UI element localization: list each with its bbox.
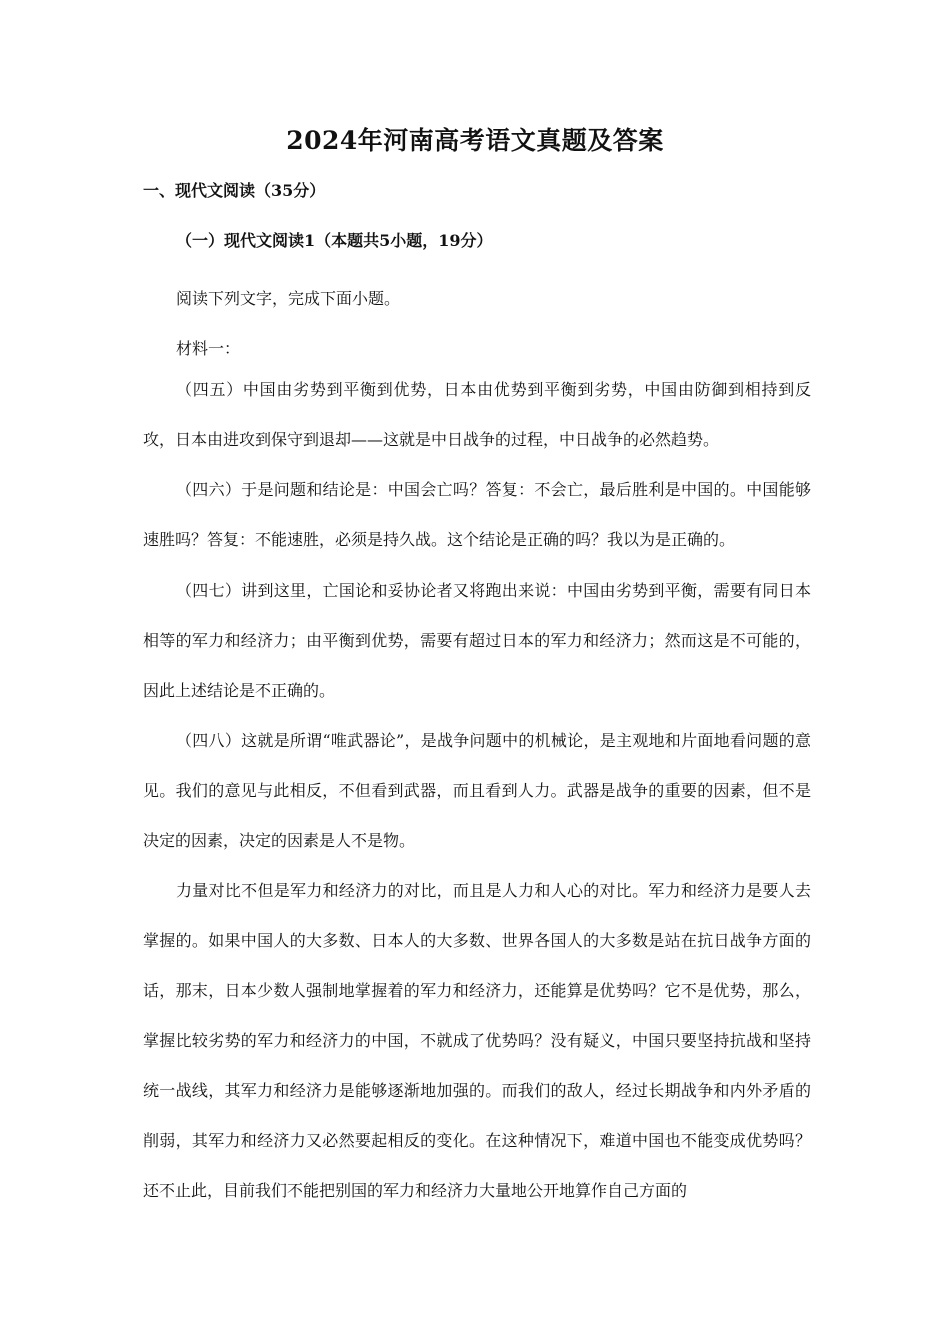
paragraph: 力量对比不但是军力和经济力的对比，而且是人力和人心的对比。军力和经济力是要人去掌握的。如果中国人的大多数、日本人的大多数、世界各国人的大多数是站在抗日战争方面的话，那末，日本少数人强制地掌握着的军力和经济力，还能算是优势吗？它不是优势，那么，掌握比较劣势的军力和经济力的中国，不就成了优势吗？没有疑义，中国只要坚持抗战和坚持统一战线，其军力和经济力是能够逐渐地加强的。而我们的敌人，经过长期战争和内外矛盾的削弱，其军力和经济力又必然要起相反的变化。在这种情况下，难道中国也不能变成优势吗？还不止此，目前我们不能把别国的军力和经济力大量地公开地算作自己方面的 [143,881,811,1200]
paragraph: （四五）中国由劣势到平衡到优势，日本由优势到平衡到劣势，中国由防御到相持到反攻，日本由进攻到保守到退却——这就是中日战争的过程，中日战争的必然趋势。 [143,380,811,449]
section-heading: 一、现代文阅读（35分） [143,181,326,200]
paragraph: （四六）于是问题和结论是：中国会亡吗？答复：不会亡，最后胜利是中国的。中国能够速胜吗？答复：不能速胜，必须是持久战。这个结论是正确的吗？我以为是正确的。 [143,480,811,549]
paragraph: （四八）这就是所谓“唯武器论”，是战争问题中的机械论，是主观地和片面地看问题的意见。我们的意见与此相反，不但看到武器，而且看到人力。武器是战争的重要的因素，但不是决定的因素，决定的因素是人不是物。 [143,731,811,850]
document-title: 2024年河南高考语文真题及答案 [286,126,664,155]
subsection-heading: （一）现代文阅读1（本题共5小题，19分） [176,231,493,250]
material-label: 材料一： [176,339,241,358]
paragraph: （四七）讲到这里，亡国论和妥协论者又将跑出来说：中国由劣势到平衡，需要有同日本相等的军力和经济力；由平衡到优势，需要有超过日本的军力和经济力；然而这是不可能的，因此上述结论是不正确的。 [143,581,811,700]
instruction-text: 阅读下列文字，完成下面小题。 [176,289,401,308]
